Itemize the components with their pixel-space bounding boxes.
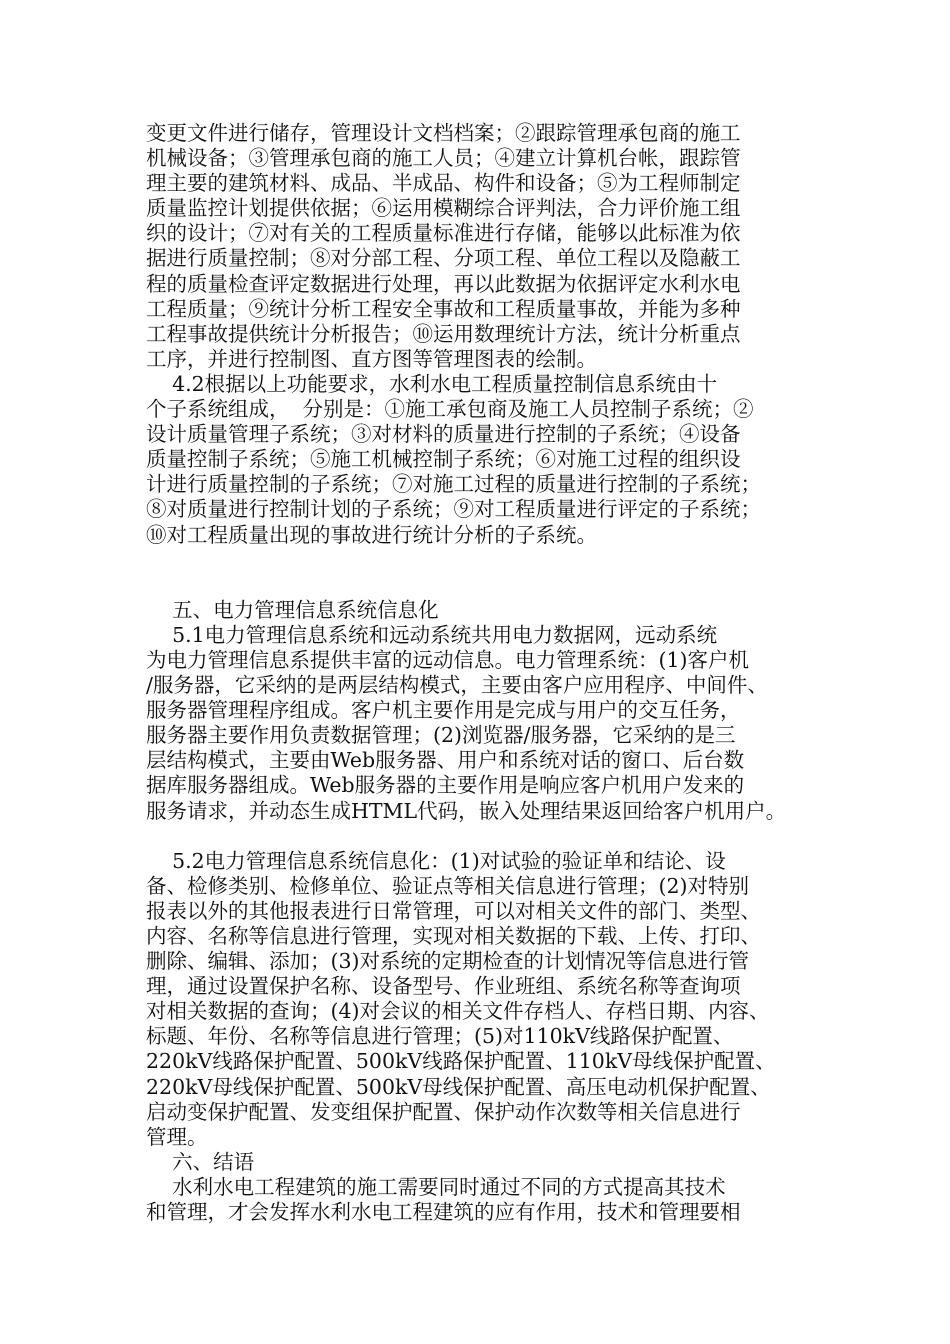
text-line: 工序，并进行控制图、直方图等管理图表的绘制。 [146, 346, 597, 371]
text-line: 质量控制子系统；⑤施工机械控制子系统；⑥对施工过程的组织设 [146, 447, 741, 472]
text-line: 理，通过设置保护名称、设备型号、作业班组、系统名称等查询项 [146, 974, 741, 999]
paragraph-power-management [146, 598, 816, 824]
text-line: 服务器主要作用负责数据管理；(2)浏览器/服务器，它采纳的是三 [146, 723, 736, 748]
text-line: 计进行质量控制的子系统；⑦对施工过程的质量进行控制的子系统； [146, 472, 761, 497]
text-line: 水利水电工程建筑的施工需要同时通过不同的方式提高其技术 [146, 1174, 726, 1199]
text-line: 管理。 [146, 1124, 208, 1149]
text-line: 对相关数据的查询；(4)对会议的相关文件存档人、存档日期、内容、 [146, 999, 770, 1024]
text-line: 工程质量；⑨统计分析工程安全事故和工程质量事故，并能为多种 [146, 296, 741, 321]
text-line: 织的设计；⑦对有关的工程质量标准进行存储，能够以此标准为依 [146, 221, 741, 246]
text-line: 为电力管理信息系提供丰富的远动信息。电力管理系统：(1)客户机 [146, 647, 750, 672]
text-line: 220kV线路保护配置、500kV线路保护配置、110kV母线保护配置、 [146, 1049, 776, 1074]
text-line: /服务器，它采纳的是两层结构模式，主要由客户应用程序、中间件、 [146, 673, 768, 698]
text-line: 质量监控计划提供依据；⑥运用模糊综合评判法，合力评价施工组 [146, 196, 741, 221]
text-line: 程的质量检查评定数据进行处理，再以此数据为依据评定水利水电 [146, 271, 741, 296]
text-line: 个子系统组成， 分别是：①施工承包商及施工人员控制子系统；② [146, 397, 754, 422]
text-line: 5.1电力管理信息系统和远动系统共用电力数据网，远动系统 [146, 622, 718, 647]
text-line: ⑧对质量进行控制计划的子系统；⑨对工程质量进行评定的子系统； [146, 497, 761, 522]
paragraph-informatization-and-conclusion [146, 849, 816, 1225]
paragraph-quality-functions [146, 121, 816, 548]
text-line: 据库服务器组成。Web服务器的主要作用是响应客户机用户发来的 [146, 773, 745, 798]
text-line: 标题、年份、名称等信息进行管理；(5)对110kV线路保护配置、 [146, 1024, 734, 1049]
text-line: 和管理，才会发挥水利水电工程建筑的应有作用，技术和管理要相 [146, 1200, 741, 1225]
text-line: 机械设备；③管理承包商的施工人员；④建立计算机台帐，跟踪管 [146, 146, 741, 171]
section-spacer [146, 824, 816, 849]
text-line: 设计质量管理子系统；③对材料的质量进行控制的子系统；④设备 [146, 422, 741, 447]
text-line: 层结构模式，主要由Web服务器、用户和系统对话的窗口、后台数 [146, 748, 745, 773]
text-line: 五、电力管理信息系统信息化 [146, 597, 439, 622]
text-line: 服务请求，并动态生成HTML代码，嵌入处理结果返回给客户机用户。 [146, 798, 787, 823]
text-line: 服务器管理程序组成。客户机主要作用是完成与用户的交互任务， [146, 698, 741, 723]
text-line: 220kV母线保护配置、500kV母线保护配置、高压电动机保护配置、 [146, 1074, 771, 1099]
text-line: 工程事故提供统计分析报告；⑩运用数理统计方法，统计分析重点 [146, 321, 741, 346]
text-line: ⑩对工程质量出现的事故进行统计分析的子系统。 [146, 522, 597, 547]
text-line: 备、检修类别、检修单位、验证点等相关信息进行管理；(2)对特别 [146, 873, 750, 898]
text-line: 报表以外的其他报表进行日常管理，可以对相关文件的部门、类型、 [146, 898, 761, 923]
text-line: 启动变保护配置、发变组保护配置、保护动作次数等相关信息进行 [146, 1099, 741, 1124]
text-line: 删除、编辑、添加；(3)对系统的定期检查的计划情况等信息进行管 [146, 949, 750, 974]
text-line: 内容、名称等信息进行管理，实现对相关数据的下载、上传、打印、 [146, 924, 761, 948]
text-line: 六、结语 [146, 1149, 255, 1174]
section-spacer [146, 548, 816, 598]
text-line: 5.2电力管理信息系统信息化：(1)对试验的验证单和结论、设 [146, 848, 726, 873]
text-line: 理主要的建筑材料、成品、半成品、构件和设备；⑤为工程师制定 [146, 171, 741, 196]
document-body [146, 121, 816, 1225]
text-line: 变更文件进行储存，管理设计文档档案；②跟踪管理承包商的施工 [146, 121, 741, 145]
text-line: 4.2根据以上功能要求，水利水电工程质量控制信息系统由十 [146, 371, 718, 396]
text-line: 据进行质量控制；⑧对分部工程、分项工程、单位工程以及隐蔽工 [146, 246, 741, 271]
